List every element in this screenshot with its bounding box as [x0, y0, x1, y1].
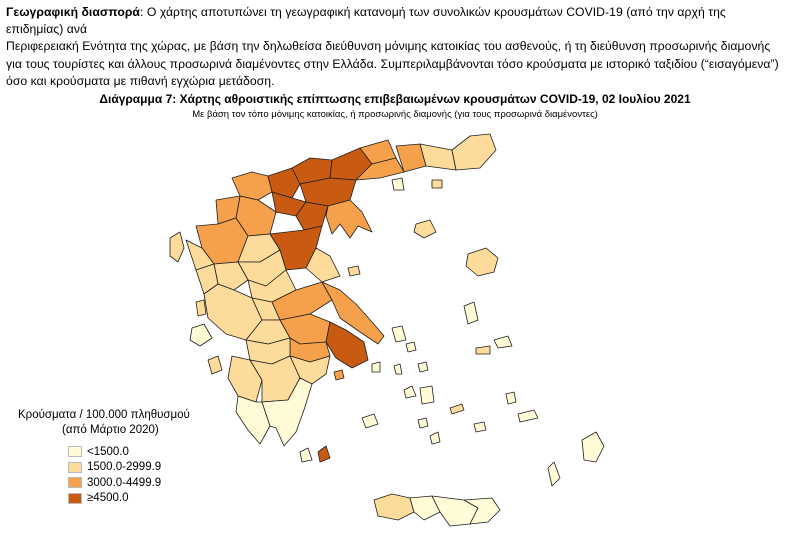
region-samothraki [432, 180, 442, 188]
region-milos [362, 414, 378, 428]
region-lefkada [196, 300, 206, 316]
intro-line-1 [6, 4, 784, 38]
region-kythira [300, 448, 312, 462]
region-zakynthos [208, 356, 222, 374]
region-sporades [348, 266, 360, 276]
intro-line-4: όσο και κρούσματα με πιθανή εγχώρια μετάδοση. [6, 73, 275, 88]
intro-bold-lead: Γεωγραφική διασπορά [6, 5, 140, 19]
legend-swatch-2 [68, 462, 82, 473]
region-kalymnos [506, 392, 516, 404]
region-thira [430, 432, 440, 444]
region-ikaria [476, 346, 490, 354]
intro-line-3: για τους τουρίστες και άλλους προσωρινά διαμένοντες στην Ελλάδα. Συμπεριλαμβάνονται τόσο κρούσματα με ιστορικό ταξιδίου (“εισαγόμενα”) [6, 56, 779, 71]
legend-label-1: <1500.0 [87, 445, 129, 458]
legend-item-class-1 [68, 444, 228, 460]
legend-title-line-2: (από Μάρτιο 2020) [62, 424, 159, 436]
map-subtitle: Με βάση τον τόπο μόνιμης κατοικίας, ή προσωρινής διαμονής (για τους προσωρινά διαμένοντες) [192, 109, 598, 120]
legend-title-line-1: Κρούσματα / 100.000 πληθυσμού [18, 409, 190, 421]
region-limnos [414, 220, 436, 238]
region-amorgos [450, 404, 464, 414]
region-kerkyra [170, 232, 184, 262]
region-karpathos [548, 462, 560, 486]
legend-item-class-3 [68, 475, 228, 491]
legend-swatch-4 [68, 493, 82, 504]
map-title: Διάγραμμα 7: Χάρτης αθροιστικής επίπτωσης επιβεβαιωμένων κρουσμάτων COVID-19, 02 Ιουλίου 2021 [99, 92, 691, 106]
map-legend [18, 408, 228, 506]
intro-line-2: Περιφερειακή Ενότητα της χώρας, με βάση την δηλωθείσα διεύθυνση μόνιμης κατοικίας του ασθενούς, ή τη διεύθυνση προσωρινής διαμονής [6, 39, 771, 54]
region-ios [418, 418, 428, 428]
region-naxos [420, 386, 434, 404]
region-paros [404, 386, 416, 398]
legend-items [18, 444, 228, 506]
region-kefallinia [190, 324, 212, 346]
region-salamina [318, 446, 330, 462]
region-chania [374, 494, 414, 520]
region-kea [372, 362, 380, 372]
region-chalkidiki [326, 200, 372, 238]
legend-item-class-2 [68, 460, 228, 476]
region-samos [494, 336, 512, 348]
legend-item-class-4 [68, 491, 228, 507]
legend-label-4: ≥4500.0 [87, 492, 129, 505]
region-tinos [406, 342, 416, 352]
region-florina [232, 172, 272, 200]
intro-line-1-text: : Ο χάρτης αποτυπώνει τη γεωγραφική κατανομή των συνολικών κρουσμάτων COVID-19 (από την αρχή της επιδημίας) ανά [6, 5, 726, 37]
legend-swatch-3 [68, 477, 82, 488]
legend-title [18, 408, 228, 438]
region-rodos [582, 432, 604, 462]
region-evros [452, 134, 496, 170]
region-lesvos [466, 248, 498, 276]
legend-label-2: 1500.0-2999.9 [87, 461, 162, 474]
legend-label-3: 3000.0-4499.9 [87, 476, 162, 489]
region-kos [518, 410, 538, 422]
region-syros [394, 364, 402, 374]
region-thasos [392, 178, 404, 190]
region-chios [464, 302, 478, 324]
legend-swatch-1 [68, 446, 82, 457]
intro-paragraph [6, 4, 784, 90]
region-aegina [334, 370, 344, 380]
greece-choropleth-map [150, 120, 790, 543]
region-andros [392, 326, 406, 342]
region-mykonos [418, 362, 428, 372]
region-astypalaia [474, 422, 486, 432]
